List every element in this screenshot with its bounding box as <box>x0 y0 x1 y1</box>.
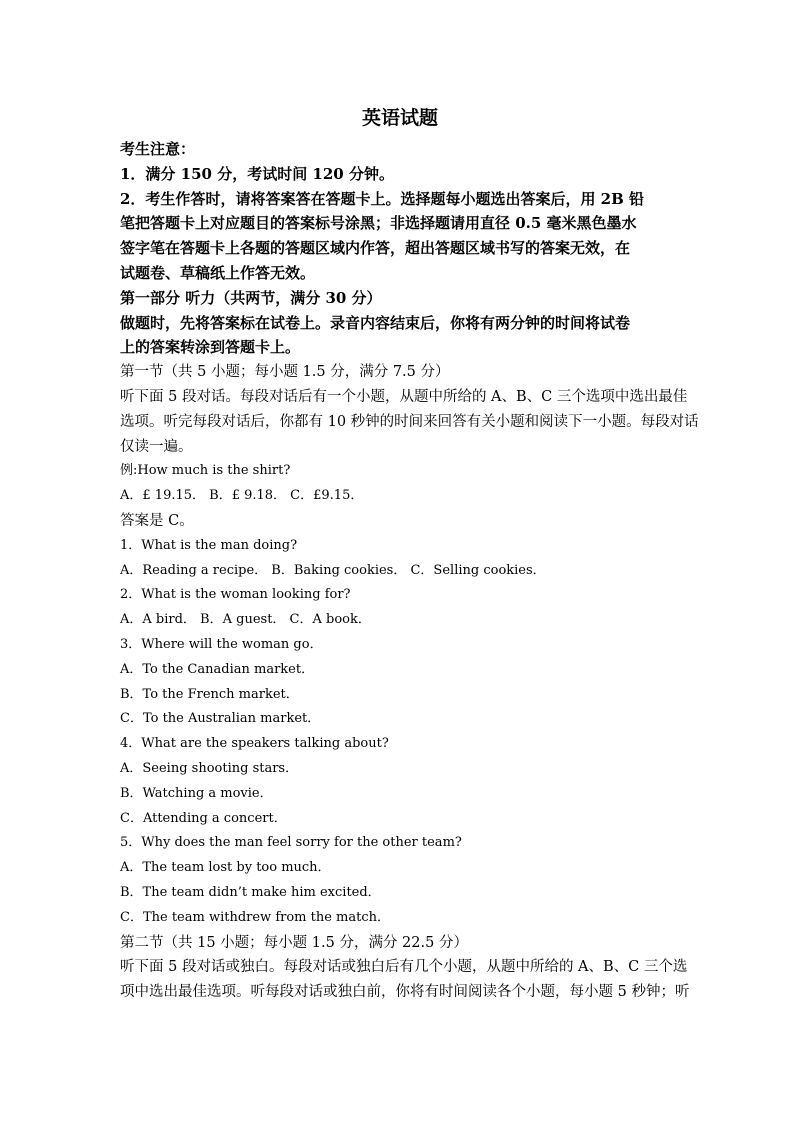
question-1-options: A．Reading a recipe． B．Baking cookies． C．Selling cookies． <box>120 562 546 578</box>
question-4: 4．What are the speakers talking about? <box>120 736 389 752</box>
page-title: 英语试题 <box>361 107 438 129</box>
section1-instruction-line: 听下面 5 段对话。每段对话后有一个小题，从题中所给的 A、B、C 三个选项中选出最佳 <box>120 388 688 405</box>
question-5-option-b: B．The team didn’t make him excited． <box>120 884 381 900</box>
notice-item-2-line: 2．考生作答时，请将答案答在答题卡上。选择题每小题选出答案后，用 2B 铅 <box>120 189 644 208</box>
question-5: 5．Why does the man feel sorry for the other team? <box>120 835 462 851</box>
section1-instruction-line: 选项。听完每段对话后，你都有 10 秒钟的时间来回答有关小题和阅读下一小题。每段对话 <box>120 413 699 430</box>
section1-heading: 第一节（共 5 小题；每小题 1.5 分，满分 7.5 分） <box>120 364 450 381</box>
example-answer: 答案是 C。 <box>120 512 194 529</box>
question-1: 1．What is the man doing? <box>120 537 298 553</box>
part1-instruction-line: 上的答案转涂到答题卡上。 <box>120 338 301 357</box>
example-question: 例:How much is the shirt? <box>120 463 291 479</box>
part1-heading: 第一部分 听力（共两节，满分 30 分） <box>120 288 382 307</box>
question-2-options: A．A bird． B．A guest． C．A book． <box>120 612 371 628</box>
section2-instruction-line: 项中选出最佳选项。听每段对话或独白前，你将有时间阅读各个小题，每小题 5 秒钟；听 <box>120 984 690 1001</box>
question-4-option-b: B．Watching a movie． <box>120 785 273 801</box>
example-options: A．£ 19.15． B．£ 9.18． C．£9.15． <box>120 488 364 504</box>
question-3-option-b: B．To the French market． <box>120 686 299 702</box>
notice-item-1: 1．满分 150 分，考试时间 120 分钟。 <box>120 164 394 183</box>
question-3: 3．Where will the woman go． <box>120 636 323 652</box>
question-3-option-a: A．To the Canadian market． <box>120 661 315 677</box>
question-2: 2．What is the woman looking for? <box>120 587 351 603</box>
question-4-option-c: C．Attending a concert． <box>120 810 287 826</box>
question-5-option-c: C．The team withdrew from the match． <box>120 909 391 925</box>
part1-instruction-line: 做题时，先将答案标在试卷上。录音内容结束后，你将有两分钟的时间将试卷 <box>120 313 631 332</box>
section2-heading: 第二节（共 15 小题；每小题 1.5 分，满分 22.5 分） <box>120 934 468 951</box>
notice-heading: 考生注意： <box>120 140 196 158</box>
question-5-option-a: A．The team lost by too much． <box>120 860 331 876</box>
question-4-option-a: A．Seeing shooting stars． <box>120 760 299 776</box>
exam-page <box>120 103 699 1005</box>
question-3-option-c: C．To the Australian market． <box>120 711 321 727</box>
section1-instruction-line: 仅读一遍。 <box>120 438 193 455</box>
notice-item-2-line: 笔把答题卡上对应题目的答案标号涂黑；非选择题请用直径 0.5 毫米黑色墨水 <box>120 214 637 233</box>
notice-item-2-line: 签字笔在答题卡上各题的答题区域内作答，超出答题区域书写的答案无效，在 <box>120 239 631 258</box>
notice-item-2-line: 试题卷、草稿纸上作答无效。 <box>120 263 316 282</box>
section2-instruction-line: 听下面 5 段对话或独白。每段对话或独白后有几个小题，从题中所给的 A、B、C 三个选 <box>120 959 688 976</box>
